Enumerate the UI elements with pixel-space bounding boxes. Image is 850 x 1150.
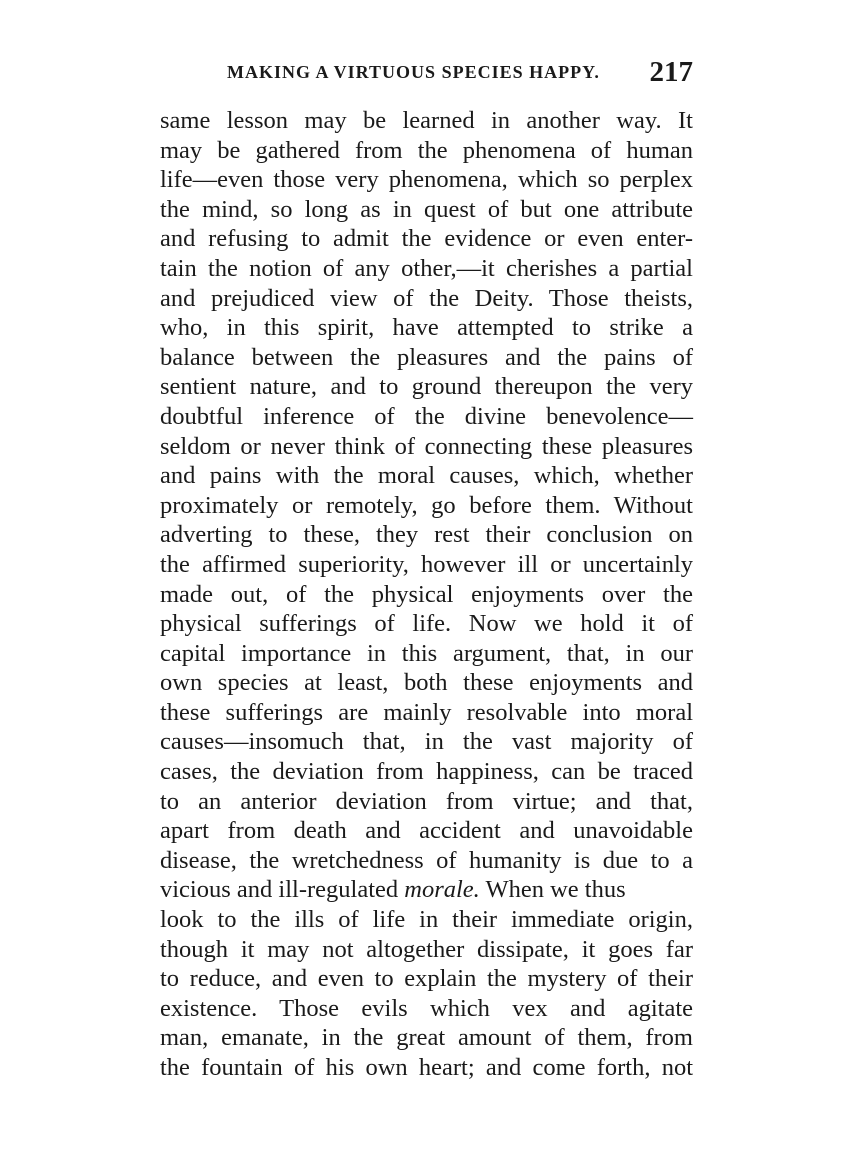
running-title: MAKING A VIRTUOUS SPECIES HAPPY.	[227, 62, 600, 82]
text-line: doubtful inference of the divine benevolence—	[160, 402, 693, 430]
italic-word: morale.	[404, 876, 480, 904]
text-line: tain the notion of any other,—it cherishes a partial	[160, 254, 693, 282]
text-line-with-italic	[160, 875, 693, 905]
text-line: causes—insomuch that, in the vast majority of	[160, 728, 693, 756]
text-line: own species at least, both these enjoyments and	[160, 669, 693, 697]
text-line: physical sufferings of life. Now we hold it of	[160, 610, 693, 638]
text-line: and pains with the moral causes, which, whether	[160, 462, 693, 490]
text-line: the affirmed superiority, however ill or uncertainly	[160, 550, 693, 578]
text-line: sentient nature, and to ground thereupon the very	[160, 373, 693, 401]
text-line: though it may not altogether dissipate, it goes far	[160, 935, 693, 963]
body-text	[160, 106, 693, 1083]
text-line: and prejudiced view of the Deity. Those theists,	[160, 284, 693, 312]
text-line-end: When we thus	[485, 876, 626, 904]
running-head	[160, 58, 693, 90]
page-number: 217	[649, 56, 693, 88]
text-line: life—even those very phenomena, which so perplex	[160, 166, 693, 194]
text-line: to reduce, and even to explain the mystery of their	[160, 965, 693, 993]
text-line: may be gathered from the phenomena of human	[160, 136, 693, 164]
text-line: cases, the deviation from happiness, can be traced	[160, 758, 693, 786]
text-line: man, emanate, in the great amount of them, from	[160, 1024, 693, 1052]
text-line: made out, of the physical enjoyments over the	[160, 580, 693, 608]
text-line: the fountain of his own heart; and come forth, not	[160, 1054, 693, 1081]
text-line: apart from death and accident and unavoidable	[160, 817, 693, 845]
text-line: adverting to these, they rest their conclusion on	[160, 521, 693, 549]
text-line: existence. Those evils which vex and agitate	[160, 994, 693, 1022]
text-line: who, in this spirit, have attempted to strike a	[160, 314, 693, 342]
text-line: these sufferings are mainly resolvable into moral	[160, 698, 693, 726]
text-line: balance between the pleasures and the pains of	[160, 343, 693, 371]
text-line: same lesson may be learned in another way. It	[160, 107, 693, 134]
text-line: the mind, so long as in quest of but one attribute	[160, 195, 693, 223]
text-line: capital importance in this argument, that, in our	[160, 639, 693, 667]
text-line: to an anterior deviation from virtue; and that,	[160, 787, 693, 815]
text-line: look to the ills of life in their immediate origin,	[160, 906, 693, 934]
text-line: seldom or never think of connecting these pleasures	[160, 432, 693, 460]
text-line: disease, the wretchedness of humanity is due to a	[160, 846, 693, 874]
text-line: proximately or remotely, go before them. Without	[160, 491, 693, 519]
text-line: and refusing to admit the evidence or even enter-	[160, 225, 693, 253]
text-line-start: vicious and ill-regulated	[160, 876, 399, 904]
